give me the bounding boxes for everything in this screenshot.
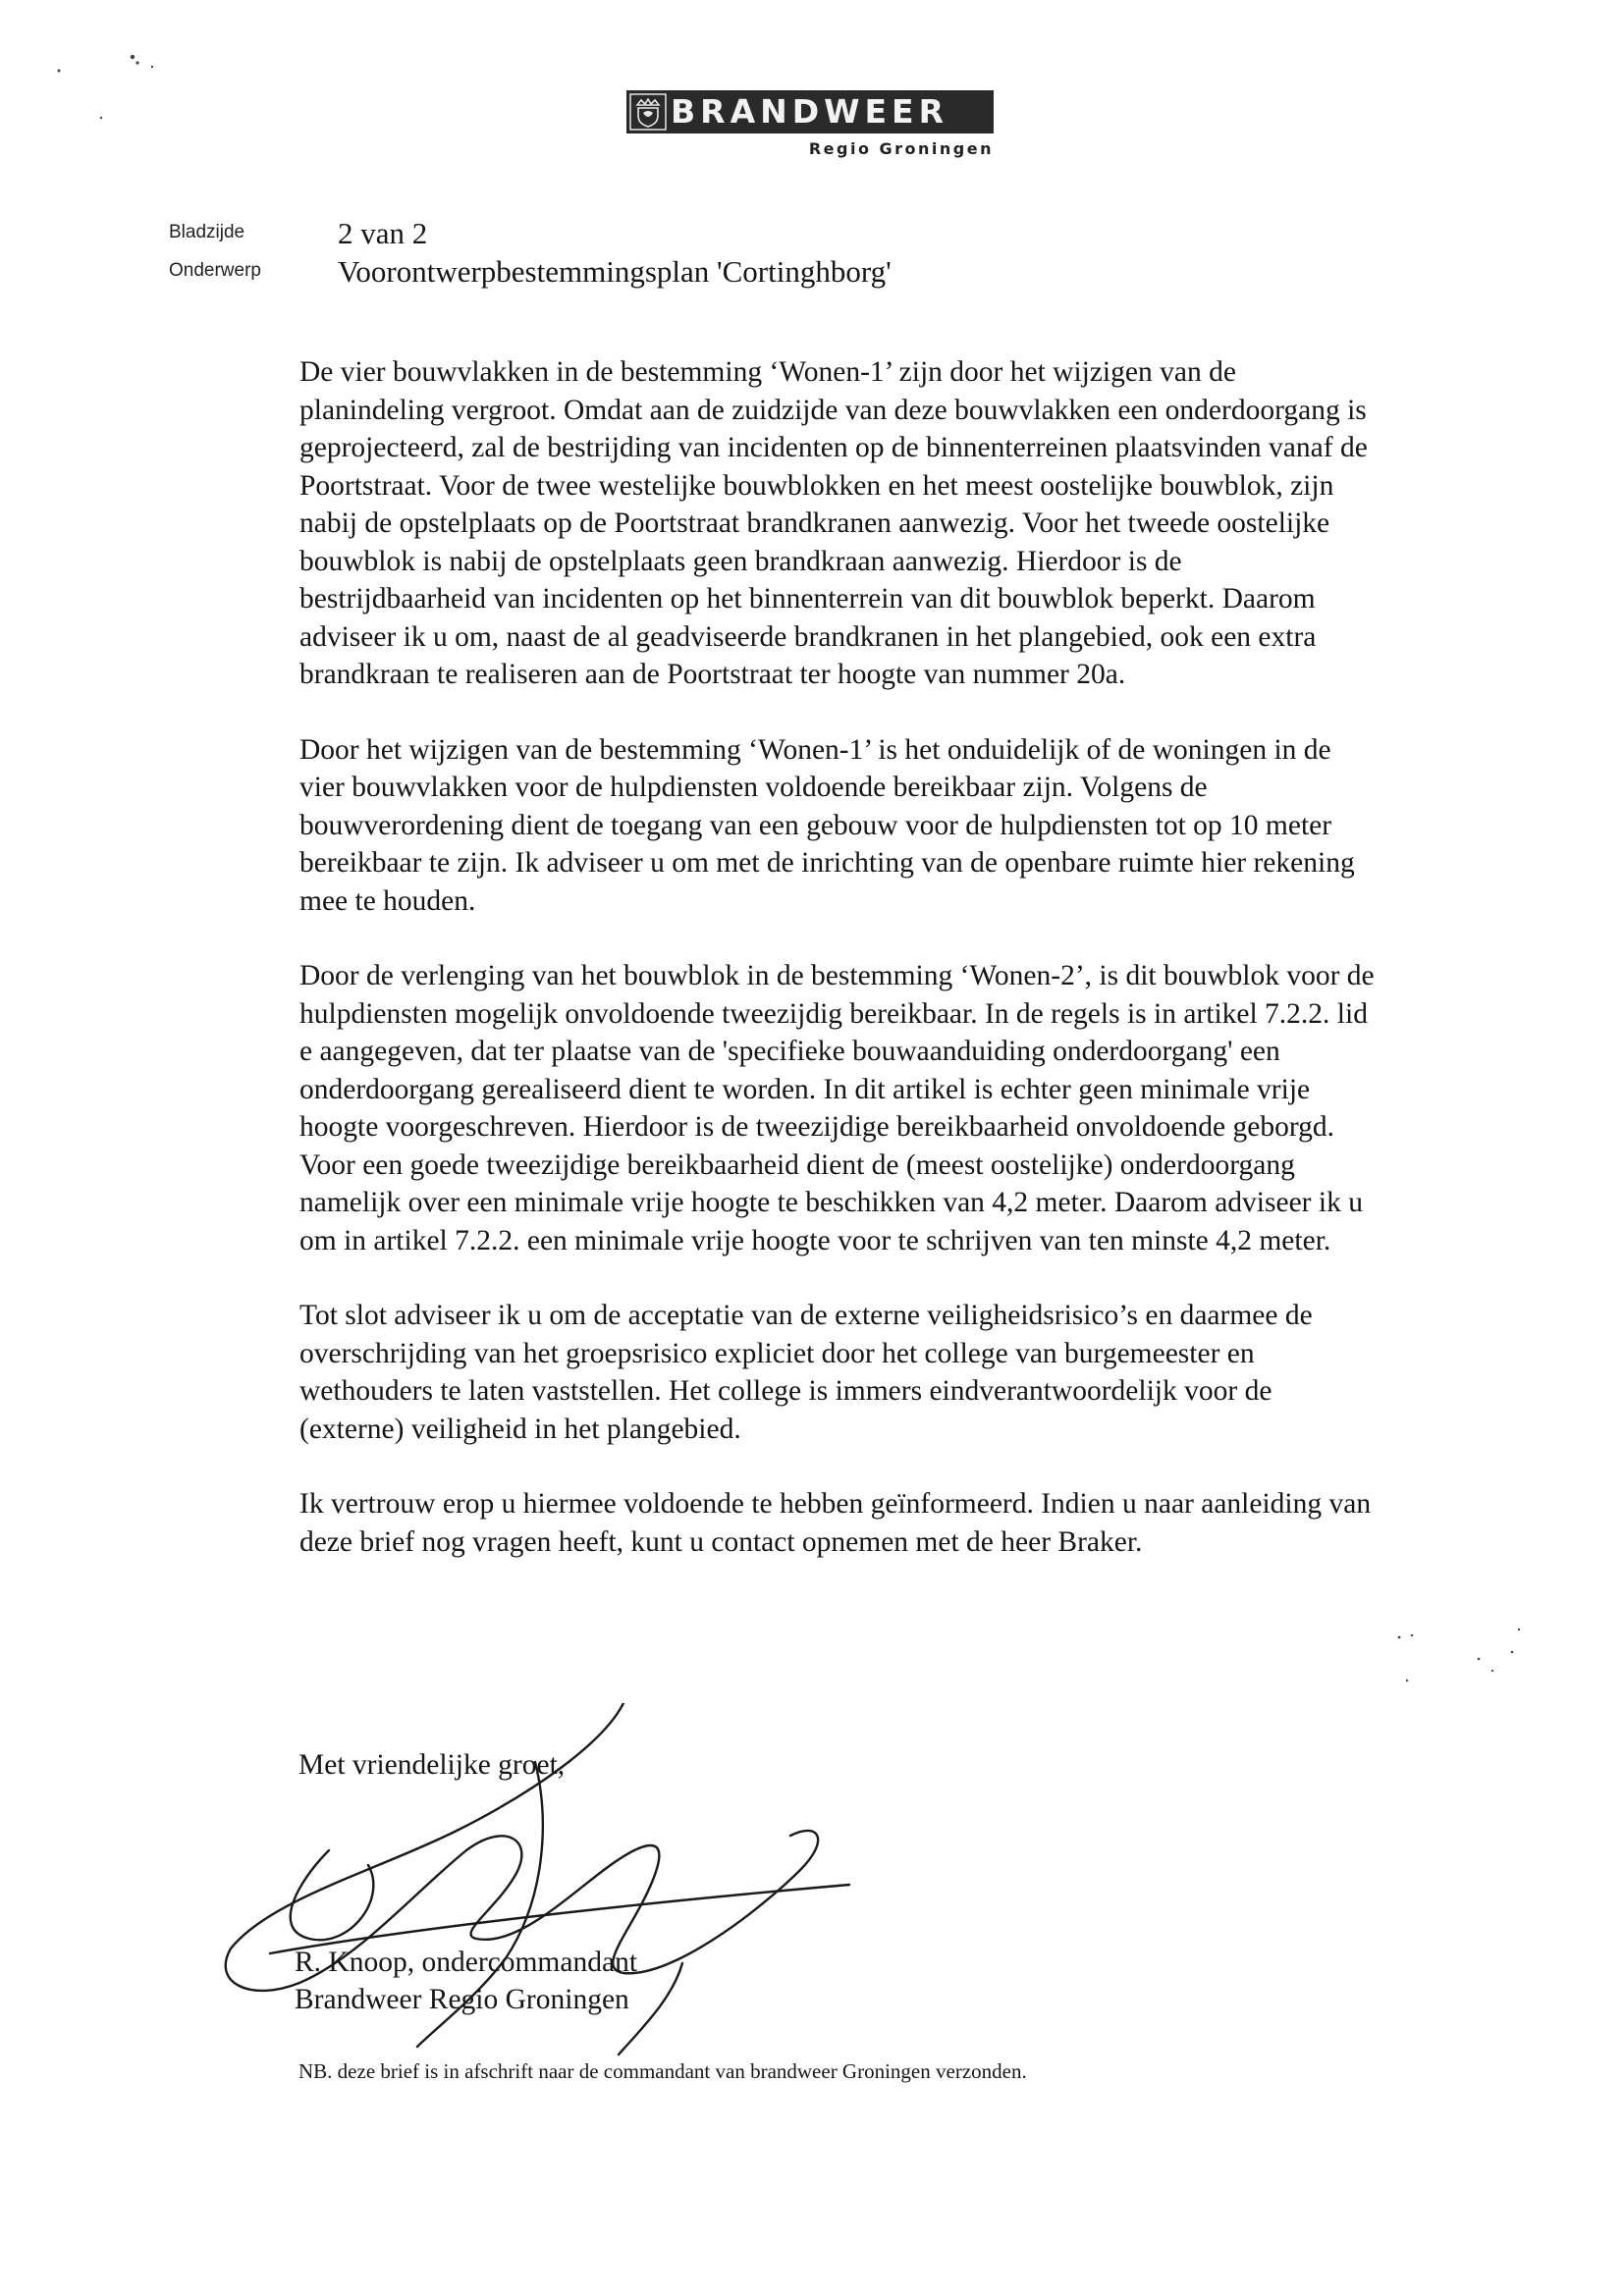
body-paragraph: Door het wijzigen van de bestemming ‘Wonen-1’ is het onduidelijk of de woningen in de vier bouwvlakken voor de hulpdiensten voldoende bereikbaar zijn. Volgens de bouwverordening dient de toegang van een gebouw voor de hulpdiensten tot op 10 meter bereikbaar te zijn. Ik adviseer u om met de inrichting van de openbare ruimte hier rekening mee te houden. [299,733,1355,917]
page-label: Bladzijde [169,222,245,242]
subject-value: Voorontwerpbestemmingsplan 'Cortinghborg' [338,254,892,289]
body-paragraph: Ik vertrouw erop u hiermee voldoende te hebben geïnformeerd. Indien u naar aanleiding van deze brief nog vragen heeft, kunt u contact opnemen met de heer Braker. [299,1488,1372,1558]
closing-greeting: Met vriendelijke groet, [298,1749,566,1781]
page-number: 2 van 2 [338,216,428,250]
letterhead-logo [626,90,1000,161]
signer-organisation: Brandweer Regio Groningen [295,1984,629,2015]
brand-name: BRANDWEER [671,92,949,131]
signer-name: R. Knoop, ondercommandant [295,1947,638,1978]
crowned-shield-emblem-icon [629,93,667,131]
brand-region: Regio Groningen [808,139,994,158]
letter-body [299,353,1375,1598]
footnote: NB. deze brief is in afschrift naar de commandant van brandweer Groningen verzonden. [298,2059,1027,2083]
subject-label: Onderwerp [169,260,261,281]
body-paragraph: Door de verlenging van het bouwblok in de bestemming ‘Wonen-2’, is dit bouwblok voor de hulpdiensten mogelijk onvoldoende tweezijdig bereikbaar. In de regels is in artikel 7.2.2. lid e aangegeven, dat ter plaatse van de 'specifieke bouwaanduiding onderdoorgang' een onderdoorgang gerealiseerd dient te worden. In dit artikel is echter geen minimale vrije hoogte voorgeschreven. Hierdoor is de tweezijdige bereikbaarheid onvoldoende geborgd. Voor een goede tweezijdige bereikbaarheid dient de (meest oostelijke) onderdoorgang namelijk over een minimale vrije hoogte te beschikken van 4,2 meter. Daarom adviseer ik u om in artikel 7.2.2. een minimale vrije hoogte voor te schrijven van ten minste 4,2 meter. [299,960,1375,1256]
brand-bar [626,90,994,133]
body-paragraph: De vier bouwvlakken in de bestemming ‘Wonen-1’ zijn door het wijzigen van de planindeling vergroot. Omdat aan de zuidzijde van deze bouwvlakken een onderdoorgang is geprojecteerd, zal de bestrijding van incidenten op de binnenterreinen plaatsvinden vanaf de Poortstraat. Voor de twee westelijke bouwblokken en het meest oostelijke bouwblok, zijn nabij de opstelplaats op de Poortstraat brandkranen aanwezig. Voor het tweede oostelijke bouwblok is nabij de opstelplaats geen brandkraan aanwezig. Hierdoor is de bestrijdbaarheid van incidenten op het binnenterrein van dit bouwblok beperkt. Daarom adviseer ik u om, naast de al geadviseerde brandkranen in het plangebied, ook een extra brandkraan te realiseren aan de Poortstraat ter hoogte van nummer 20a. [299,356,1368,690]
body-paragraph: Tot slot adviseer ik u om de acceptatie van de externe veiligheidsrisico’s en daarmee de overschrijding van het groepsrisico expliciet door het college van burgemeester en wethouders te laten vaststellen. Het college is immers eindverantwoordelijk voor de (externe) veiligheid in het plangebied. [299,1300,1313,1445]
